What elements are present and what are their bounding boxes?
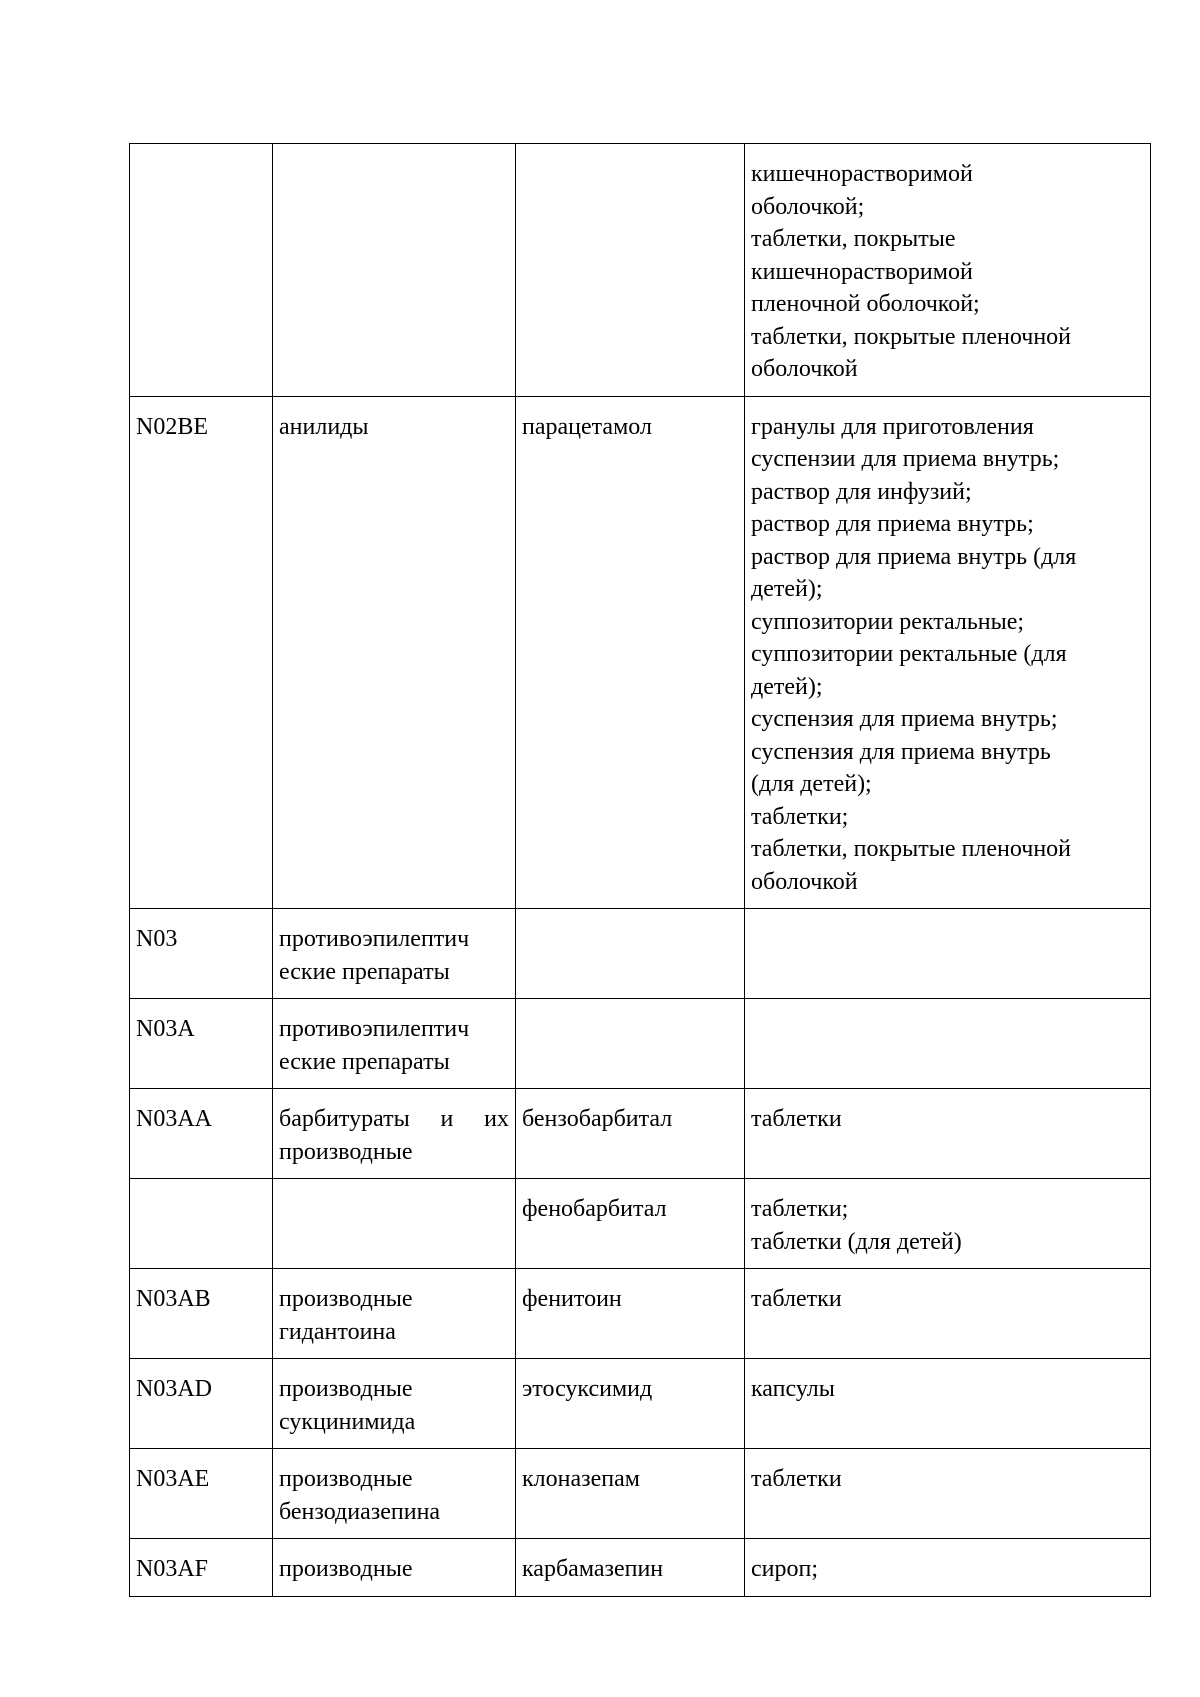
atc-code-cell: N03AD: [130, 1359, 273, 1449]
atc-code-cell: N03AB: [130, 1269, 273, 1359]
dosage-form-line: таблетки: [751, 1466, 842, 1492]
dosage-form-line: (для детей);: [751, 771, 872, 797]
table-row: [130, 1269, 1151, 1359]
dosage-form-line: таблетки, покрытые: [751, 226, 956, 252]
dosage-forms-cell: [745, 1089, 1151, 1179]
dosage-form-line: суспензия для приема внутрь;: [751, 706, 1058, 732]
dosage-form-line: детей);: [751, 673, 823, 700]
dosage-form-line: таблетки;: [751, 1196, 849, 1222]
dosage-form-line: кишечнорастворимой: [751, 161, 973, 187]
dosage-form-line: сироп;: [751, 1556, 819, 1582]
dosage-forms-cell: [745, 1359, 1151, 1449]
drug-name-cell: фенобарбитал: [516, 1179, 745, 1269]
table-row: [130, 1539, 1151, 1597]
dosage-form-line: оболочкой: [751, 356, 858, 382]
dosage-forms-cell: [745, 1179, 1151, 1269]
dosage-forms-cell: [745, 144, 1151, 397]
group-name-cell: [273, 1269, 516, 1359]
drug-name-cell: фенитоин: [516, 1269, 745, 1359]
table-row: [130, 1449, 1151, 1539]
drug-name-cell: [516, 999, 745, 1089]
group-name-line: анилиды: [279, 413, 369, 440]
group-name-line: производные: [279, 1556, 413, 1582]
group-name-cell: [273, 1449, 516, 1539]
table-row: [130, 999, 1151, 1089]
drug-name-cell: бензобарбитал: [516, 1089, 745, 1179]
dosage-form-line: детей);: [751, 576, 823, 602]
group-name-cell: [273, 396, 516, 909]
atc-code-cell: [130, 144, 273, 397]
atc-code-cell: [130, 1179, 273, 1269]
group-name-line: производные: [279, 1466, 413, 1492]
atc-code-cell: N03AA: [130, 1089, 273, 1179]
dosage-form-line: раствор для приема внутрь;: [751, 511, 1034, 537]
table-row: [130, 909, 1151, 999]
dosage-form-line: раствор для приема внутрь (для: [751, 543, 1077, 570]
table-row: [130, 144, 1151, 397]
drug-name-cell: этосуксимид: [516, 1359, 745, 1449]
group-name-line: противоэпилептич: [279, 1016, 470, 1042]
dosage-form-line: оболочкой: [751, 868, 858, 895]
dosage-form-line: раствор для инфузий;: [751, 478, 972, 505]
group-name-cell: [273, 1359, 516, 1449]
drug-name-cell: клоназепам: [516, 1449, 745, 1539]
drug-name-cell: [516, 144, 745, 397]
group-name-line: сукцинимида: [279, 1408, 416, 1435]
table-row: [130, 1359, 1151, 1449]
dosage-form-line: таблетки;: [751, 803, 849, 830]
group-name-line: еские препараты: [279, 1048, 450, 1075]
group-name-cell: [273, 1089, 516, 1179]
atc-code-cell: N03AE: [130, 1449, 273, 1539]
group-name-cell: [273, 1179, 516, 1269]
dosage-forms-cell: [745, 909, 1151, 999]
dosage-forms-cell: [745, 1449, 1151, 1539]
group-name-line: бензодиазепина: [279, 1498, 441, 1525]
drug-name-cell: парацетамол: [516, 396, 745, 909]
dosage-form-line: кишечнорастворимой: [751, 258, 973, 285]
dosage-form-line: гранулы для приготовления: [751, 413, 1034, 440]
drug-list-table: [129, 143, 1151, 1597]
drug-name-cell: [516, 909, 745, 999]
group-name-cell: [273, 1539, 516, 1597]
table-body: [130, 144, 1151, 1597]
group-name-line: производные: [279, 1376, 413, 1402]
group-name-line: барбитураты и их: [279, 1106, 509, 1132]
dosage-form-line: таблетки, покрытые пленочной: [751, 836, 1072, 862]
table-row: [130, 1179, 1151, 1269]
dosage-form-line: таблетки (для детей): [751, 1228, 962, 1255]
dosage-form-line: таблетки: [751, 1286, 842, 1312]
group-name-cell: [273, 144, 516, 397]
group-name-cell: [273, 999, 516, 1089]
dosage-form-line: суппозитории ректальные (для: [751, 641, 1067, 667]
dosage-form-line: пленочной оболочкой;: [751, 291, 980, 317]
dosage-form-line: таблетки, покрытые пленочной: [751, 323, 1072, 350]
atc-code-cell: N03A: [130, 999, 273, 1089]
table-row: [130, 1089, 1151, 1179]
group-name-line: еские препараты: [279, 958, 450, 985]
dosage-form-line: суспензия для приема внутрь: [751, 738, 1051, 765]
group-name-line: гидантоина: [279, 1318, 396, 1345]
dosage-forms-cell: [745, 1269, 1151, 1359]
group-name-cell: [273, 909, 516, 999]
dosage-forms-cell: [745, 999, 1151, 1089]
dosage-form-line: оболочкой;: [751, 193, 865, 220]
table-row: [130, 396, 1151, 909]
group-name-line: производные: [279, 1138, 413, 1165]
dosage-form-line: таблетки: [751, 1106, 842, 1132]
dosage-forms-cell: [745, 396, 1151, 909]
dosage-form-line: суспензии для приема внутрь;: [751, 446, 1060, 472]
drug-name-cell: карбамазепин: [516, 1539, 745, 1597]
atc-code-cell: N03AF: [130, 1539, 273, 1597]
dosage-form-line: капсулы: [751, 1376, 835, 1402]
group-name-line: противоэпилептич: [279, 926, 470, 952]
atc-code-cell: N02BE: [130, 396, 273, 909]
atc-code-cell: N03: [130, 909, 273, 999]
dosage-forms-cell: [745, 1539, 1151, 1597]
dosage-form-line: суппозитории ректальные;: [751, 608, 1025, 635]
group-name-line: производные: [279, 1286, 413, 1312]
